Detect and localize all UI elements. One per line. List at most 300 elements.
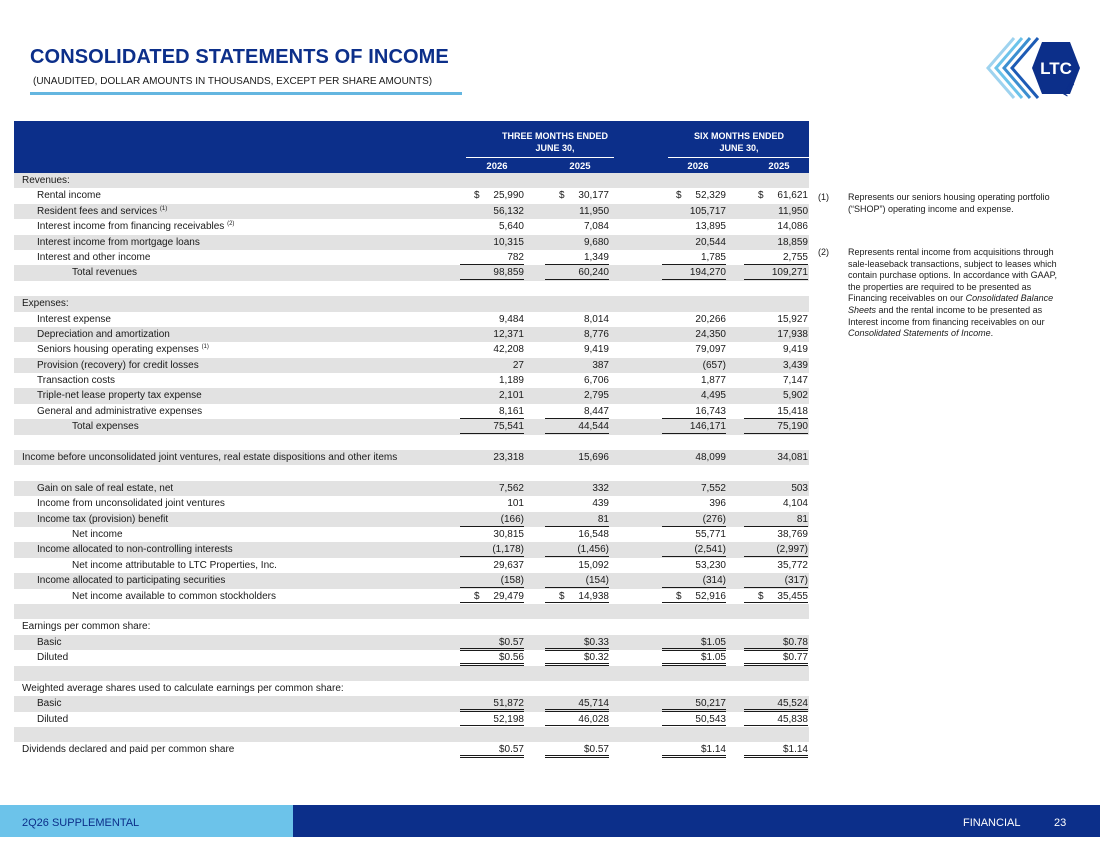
table-row <box>14 419 809 434</box>
row-label <box>22 619 150 634</box>
value-cell <box>662 312 726 327</box>
value-cell <box>460 635 524 651</box>
row-label <box>37 342 209 357</box>
value-cell <box>744 250 808 265</box>
spacer-row <box>14 435 809 450</box>
value-text: 503 <box>791 482 808 494</box>
value-cell <box>460 512 524 527</box>
value-cell <box>744 635 808 651</box>
value-text: 15,418 <box>777 405 808 417</box>
value-cell <box>662 188 726 203</box>
footnote-ref: (1) <box>201 344 209 351</box>
table-row <box>14 404 809 419</box>
table-row <box>14 342 809 357</box>
value-text: 1,877 <box>700 375 726 387</box>
row-label-text: Net income available to common stockholders <box>72 590 276 602</box>
value-cell <box>545 512 609 527</box>
table-row <box>14 373 809 388</box>
value-cell <box>744 312 808 327</box>
value-text: (166) <box>500 513 524 525</box>
value-text: 105,717 <box>689 205 726 217</box>
value-text: 387 <box>592 359 609 371</box>
value-text: $0.57 <box>498 744 524 756</box>
value-text: 30,815 <box>493 528 524 540</box>
row-label-text: Earnings per common share: <box>22 621 151 633</box>
value-text: 38,769 <box>777 528 808 540</box>
row-label-text: Provision (recovery) for credit losses <box>37 359 199 371</box>
value-text: 16,548 <box>578 528 609 540</box>
row-label <box>22 173 70 188</box>
value-text: $1.14 <box>700 744 726 756</box>
spacer-row <box>14 281 809 296</box>
value-cell <box>744 573 808 588</box>
row-label <box>22 450 397 465</box>
value-text: 5,640 <box>498 221 524 233</box>
value-cell <box>662 358 726 373</box>
value-cell <box>662 450 726 465</box>
row-label <box>37 312 111 327</box>
row-label <box>72 589 276 604</box>
value-cell <box>744 373 808 388</box>
table-row <box>14 204 809 219</box>
value-text: 18,859 <box>777 236 808 248</box>
value-cell <box>744 327 808 342</box>
value-cell <box>744 358 808 373</box>
value-text: 7,084 <box>583 221 609 233</box>
row-label <box>37 219 234 234</box>
value-text: (317) <box>784 575 808 587</box>
value-text: 14,938 <box>578 590 609 602</box>
value-text: $0.77 <box>782 652 808 664</box>
table-row <box>14 696 809 711</box>
ltc-reit-logo <box>984 34 1080 106</box>
footnote-1-text: Represents our seniors housing operating portfolio (“SHOP”) operating income and expense. <box>848 192 1050 214</box>
value-text: 45,838 <box>777 713 808 725</box>
footer-section-label: FINANCIAL <box>963 817 1021 829</box>
row-label <box>37 250 150 265</box>
row-label <box>37 635 61 650</box>
table-row <box>14 558 809 573</box>
row-label-text: Seniors housing operating expenses <box>37 344 199 356</box>
table-row <box>14 250 809 265</box>
value-cell <box>460 573 524 588</box>
statement-rows <box>14 173 809 758</box>
table-row <box>14 265 809 280</box>
value-text: 27 <box>512 359 524 371</box>
value-text: (158) <box>500 575 524 587</box>
value-text: 4,104 <box>782 498 808 510</box>
value-text: 9,484 <box>498 313 524 325</box>
value-cell <box>744 650 808 666</box>
value-cell <box>744 481 808 496</box>
value-text: (2,997) <box>776 544 808 556</box>
value-cell <box>545 419 609 434</box>
value-cell <box>744 419 808 434</box>
value-cell <box>460 527 524 542</box>
value-cell <box>744 712 808 728</box>
value-text: 52,916 <box>695 590 726 602</box>
value-text: 45,714 <box>578 698 609 710</box>
value-text: 50,543 <box>695 713 726 725</box>
value-text: 52,329 <box>695 190 726 202</box>
value-cell <box>545 265 609 280</box>
value-text: (314) <box>702 575 726 587</box>
row-label-text: Diluted <box>37 652 69 664</box>
value-cell <box>460 712 524 728</box>
value-cell <box>744 388 808 403</box>
value-text: 48,099 <box>695 452 726 464</box>
row-label-text: Interest and other income <box>37 251 151 263</box>
value-text: (2,541) <box>694 544 726 556</box>
row-label-text: Income allocated to participating securities <box>37 575 226 587</box>
row-label <box>22 742 234 757</box>
value-cell <box>662 496 726 511</box>
title-rule <box>30 92 462 95</box>
row-label <box>37 481 173 496</box>
table-row <box>14 589 809 604</box>
value-text: 46,028 <box>578 713 609 725</box>
table-row <box>14 635 809 650</box>
row-label <box>37 188 101 203</box>
value-text: $0.57 <box>498 636 524 648</box>
value-cell <box>545 712 609 728</box>
value-cell <box>460 265 524 280</box>
year-col-1: 2026 <box>486 161 508 172</box>
value-text: 7,147 <box>782 375 808 387</box>
dollar-sign: $ <box>474 590 480 602</box>
value-cell <box>545 358 609 373</box>
value-text: 5,902 <box>782 390 808 402</box>
row-label-text: Interest income from financing receivables <box>37 221 225 233</box>
value-text: 29,479 <box>493 590 524 602</box>
value-text: 55,771 <box>695 528 726 540</box>
value-text: (657) <box>702 359 726 371</box>
dollar-sign: $ <box>474 190 480 202</box>
value-cell <box>744 558 808 573</box>
value-text: 23,318 <box>493 452 524 464</box>
value-text: 9,419 <box>782 344 808 356</box>
value-cell <box>662 419 726 434</box>
value-cell <box>744 589 808 605</box>
value-cell <box>545 404 609 419</box>
table-row <box>14 188 809 203</box>
value-text: 34,081 <box>777 452 808 464</box>
value-cell <box>460 219 524 234</box>
value-cell <box>460 558 524 573</box>
value-cell <box>460 696 524 712</box>
row-label-text: Transaction costs <box>37 375 115 387</box>
row-label-text: Dividends declared and paid per common share <box>22 744 235 756</box>
dollar-sign: $ <box>676 190 682 202</box>
table-row <box>14 296 809 311</box>
value-cell <box>460 358 524 373</box>
dollar-sign: $ <box>676 590 682 602</box>
spacer-row <box>14 666 809 681</box>
value-text: 81 <box>796 513 808 525</box>
row-label-text: Interest income from mortgage loans <box>37 236 200 248</box>
three-months-line1: THREE MONTHS ENDED <box>501 131 608 141</box>
dollar-sign: $ <box>758 590 764 602</box>
value-text: 146,171 <box>689 421 726 433</box>
value-text: 20,266 <box>695 313 726 325</box>
value-text: $1.14 <box>782 744 808 756</box>
row-label <box>37 542 233 557</box>
row-label <box>37 712 68 727</box>
six-months-line1: SIX MONTHS ENDED <box>693 131 784 141</box>
row-label <box>37 696 61 711</box>
value-cell <box>744 204 808 219</box>
value-text: 7,562 <box>498 482 524 494</box>
value-cell <box>545 373 609 388</box>
page-title: CONSOLIDATED STATEMENTS OF INCOME <box>30 46 449 68</box>
value-cell <box>545 204 609 219</box>
value-cell <box>662 342 726 357</box>
row-label <box>72 527 123 542</box>
row-label <box>22 296 69 311</box>
value-cell <box>545 327 609 342</box>
footnote-1-number: (1) <box>818 192 829 202</box>
value-cell <box>545 388 609 403</box>
value-text: 81 <box>597 513 609 525</box>
value-text: 17,938 <box>777 328 808 340</box>
value-text: 332 <box>592 482 609 494</box>
value-cell <box>744 404 808 419</box>
row-label-text: Net income <box>72 528 123 540</box>
value-cell <box>545 188 609 203</box>
six-months-header <box>666 130 812 154</box>
row-label-text: Income tax (provision) benefit <box>37 513 169 525</box>
value-text: 8,014 <box>583 313 609 325</box>
value-cell <box>460 419 524 434</box>
value-text: 35,455 <box>777 590 808 602</box>
table-row <box>14 496 809 511</box>
value-text: 1,785 <box>700 251 726 263</box>
spacer-row <box>14 604 809 619</box>
value-text: 30,177 <box>578 190 609 202</box>
value-text: 8,447 <box>583 405 609 417</box>
value-text: 10,315 <box>493 236 524 248</box>
value-text: 52,198 <box>493 713 524 725</box>
value-cell <box>460 388 524 403</box>
value-text: 9,680 <box>583 236 609 248</box>
table-row <box>14 235 809 250</box>
year-col-3: 2026 <box>687 161 709 172</box>
year-col-2: 2025 <box>569 161 591 172</box>
value-text: 24,350 <box>695 328 726 340</box>
value-text: 98,859 <box>493 267 524 279</box>
value-cell <box>662 650 726 666</box>
table-header <box>14 121 809 173</box>
value-cell <box>662 265 726 280</box>
value-cell <box>545 219 609 234</box>
value-text: 109,271 <box>771 267 808 279</box>
value-text: 75,541 <box>493 421 524 433</box>
value-text: 396 <box>709 498 726 510</box>
value-cell <box>545 481 609 496</box>
row-label <box>37 358 199 373</box>
value-cell <box>545 342 609 357</box>
six-months-line2: JUNE 30, <box>719 143 759 153</box>
value-text: (154) <box>585 575 609 587</box>
value-cell <box>662 542 726 557</box>
footnote-2-part: and the rental income to be presented as Interest income from financing receivables on our <box>848 304 1045 327</box>
value-cell <box>460 327 524 342</box>
row-label-text: Revenues: <box>22 175 70 186</box>
table-row <box>14 219 809 234</box>
value-cell <box>460 650 524 666</box>
row-label <box>37 373 115 388</box>
table-row <box>14 527 809 542</box>
page-number: 23 <box>1054 817 1067 829</box>
row-label <box>37 204 167 219</box>
table-row <box>14 388 809 403</box>
row-label-text: Total revenues <box>72 267 138 279</box>
table-row <box>14 358 809 373</box>
value-cell <box>662 404 726 419</box>
value-text: 194,270 <box>689 267 726 279</box>
table-row <box>14 542 809 557</box>
row-label <box>37 327 170 342</box>
row-label-text: Expenses: <box>22 298 69 310</box>
value-cell <box>662 512 726 527</box>
value-text: 3,439 <box>782 359 808 371</box>
value-text: 50,217 <box>695 698 726 710</box>
row-label-text: Gain on sale of real estate, net <box>37 482 174 494</box>
value-cell <box>460 235 524 250</box>
value-cell <box>460 250 524 265</box>
row-label-text: Income allocated to non-controlling interests <box>37 544 233 556</box>
value-cell <box>744 265 808 280</box>
row-label-text: Rental income <box>37 190 101 202</box>
row-label-text: Triple-net lease property tax expense <box>37 390 202 402</box>
value-text: 60,240 <box>578 267 609 279</box>
table-row <box>14 450 809 465</box>
value-text: 16,743 <box>695 405 726 417</box>
value-text: 56,132 <box>493 205 524 217</box>
value-cell <box>662 742 726 758</box>
value-cell <box>545 558 609 573</box>
table-row <box>14 619 809 634</box>
value-cell <box>460 589 524 605</box>
value-cell <box>662 558 726 573</box>
value-text: 12,371 <box>493 328 524 340</box>
value-text: 439 <box>592 498 609 510</box>
footnote-2-part: Represents rental income from acquisitions through sale-leaseback transactions, subject to leases which contain purchase options. In accordance with GAAP, the properties are required to be presented as Financing receivables on our <box>848 247 1057 304</box>
row-label <box>37 496 225 511</box>
table-row <box>14 681 809 696</box>
value-text: $0.78 <box>782 636 808 648</box>
value-cell <box>744 742 808 758</box>
value-cell <box>662 635 726 651</box>
value-cell <box>744 496 808 511</box>
value-text: 42,208 <box>493 344 524 356</box>
value-cell <box>662 373 726 388</box>
value-text: 11,950 <box>778 205 808 217</box>
table-row <box>14 312 809 327</box>
footnote-ref: (2) <box>227 221 235 228</box>
value-cell <box>545 312 609 327</box>
value-cell <box>460 496 524 511</box>
value-cell <box>662 327 726 342</box>
row-label <box>72 419 139 434</box>
footnote-2-part: Consolidated Statements of Income <box>848 328 991 339</box>
row-label-text: Basic <box>37 636 62 648</box>
footnote-ref: (1) <box>159 205 168 212</box>
three-months-header <box>482 130 628 154</box>
dollar-sign: $ <box>559 190 565 202</box>
value-text: (1,178) <box>492 544 524 556</box>
row-label-text: General and administrative expenses <box>37 405 203 417</box>
value-cell <box>460 742 524 758</box>
value-text: 13,895 <box>695 221 726 233</box>
value-cell <box>662 219 726 234</box>
logo-text: LTC <box>1040 59 1072 78</box>
value-text: 8,161 <box>498 405 524 417</box>
footnote-2-text <box>848 247 1070 340</box>
spacer-row <box>14 727 809 742</box>
value-text: 1,349 <box>583 251 609 263</box>
value-text: $0.32 <box>583 652 609 664</box>
table-row <box>14 173 809 188</box>
value-cell <box>545 635 609 651</box>
row-label-text: Depreciation and amortization <box>37 328 170 340</box>
value-cell <box>460 342 524 357</box>
value-cell <box>545 235 609 250</box>
value-text: 79,097 <box>695 344 726 356</box>
value-cell <box>545 650 609 666</box>
row-label-text: Interest expense <box>37 313 111 325</box>
row-label-text: Diluted <box>37 713 69 725</box>
value-cell <box>744 219 808 234</box>
value-text: 75,190 <box>777 421 808 433</box>
value-cell <box>744 188 808 203</box>
value-text: 35,772 <box>777 559 808 571</box>
row-label-text: Net income attributable to LTC Properties, Inc. <box>72 559 277 571</box>
value-cell <box>545 696 609 712</box>
value-cell <box>545 742 609 758</box>
row-label <box>72 265 137 280</box>
value-cell <box>662 204 726 219</box>
value-cell <box>662 696 726 712</box>
value-cell <box>662 481 726 496</box>
value-cell <box>662 589 726 605</box>
value-cell <box>662 573 726 588</box>
page-subtitle: (UNAUDITED, DOLLAR AMOUNTS IN THOUSANDS, EXCEPT PER SHARE AMOUNTS) <box>33 76 433 87</box>
year-col-4: 2025 <box>768 161 790 172</box>
value-cell <box>460 404 524 419</box>
value-text: 782 <box>507 251 524 263</box>
value-text: 11,950 <box>579 205 609 217</box>
value-cell <box>545 496 609 511</box>
logo-subtext: REIT <box>1062 80 1077 98</box>
row-label-text: Resident fees and services <box>37 205 158 217</box>
three-months-rule <box>466 157 614 158</box>
dollar-sign: $ <box>758 190 764 202</box>
footnote-2-number: (2) <box>818 247 829 257</box>
value-cell <box>460 312 524 327</box>
value-text: 20,544 <box>695 236 726 248</box>
value-cell <box>662 388 726 403</box>
value-text: 61,621 <box>777 190 808 202</box>
row-label-text: Income before unconsolidated joint ventures, real estate dispositions and other items <box>22 452 398 464</box>
row-label-text: Income from unconsolidated joint ventures <box>37 498 225 510</box>
value-cell <box>545 542 609 557</box>
value-text: 4,495 <box>700 390 726 402</box>
value-cell <box>460 542 524 557</box>
value-cell <box>744 450 808 465</box>
row-label <box>72 558 277 573</box>
footnote-2-part: . <box>990 328 994 339</box>
